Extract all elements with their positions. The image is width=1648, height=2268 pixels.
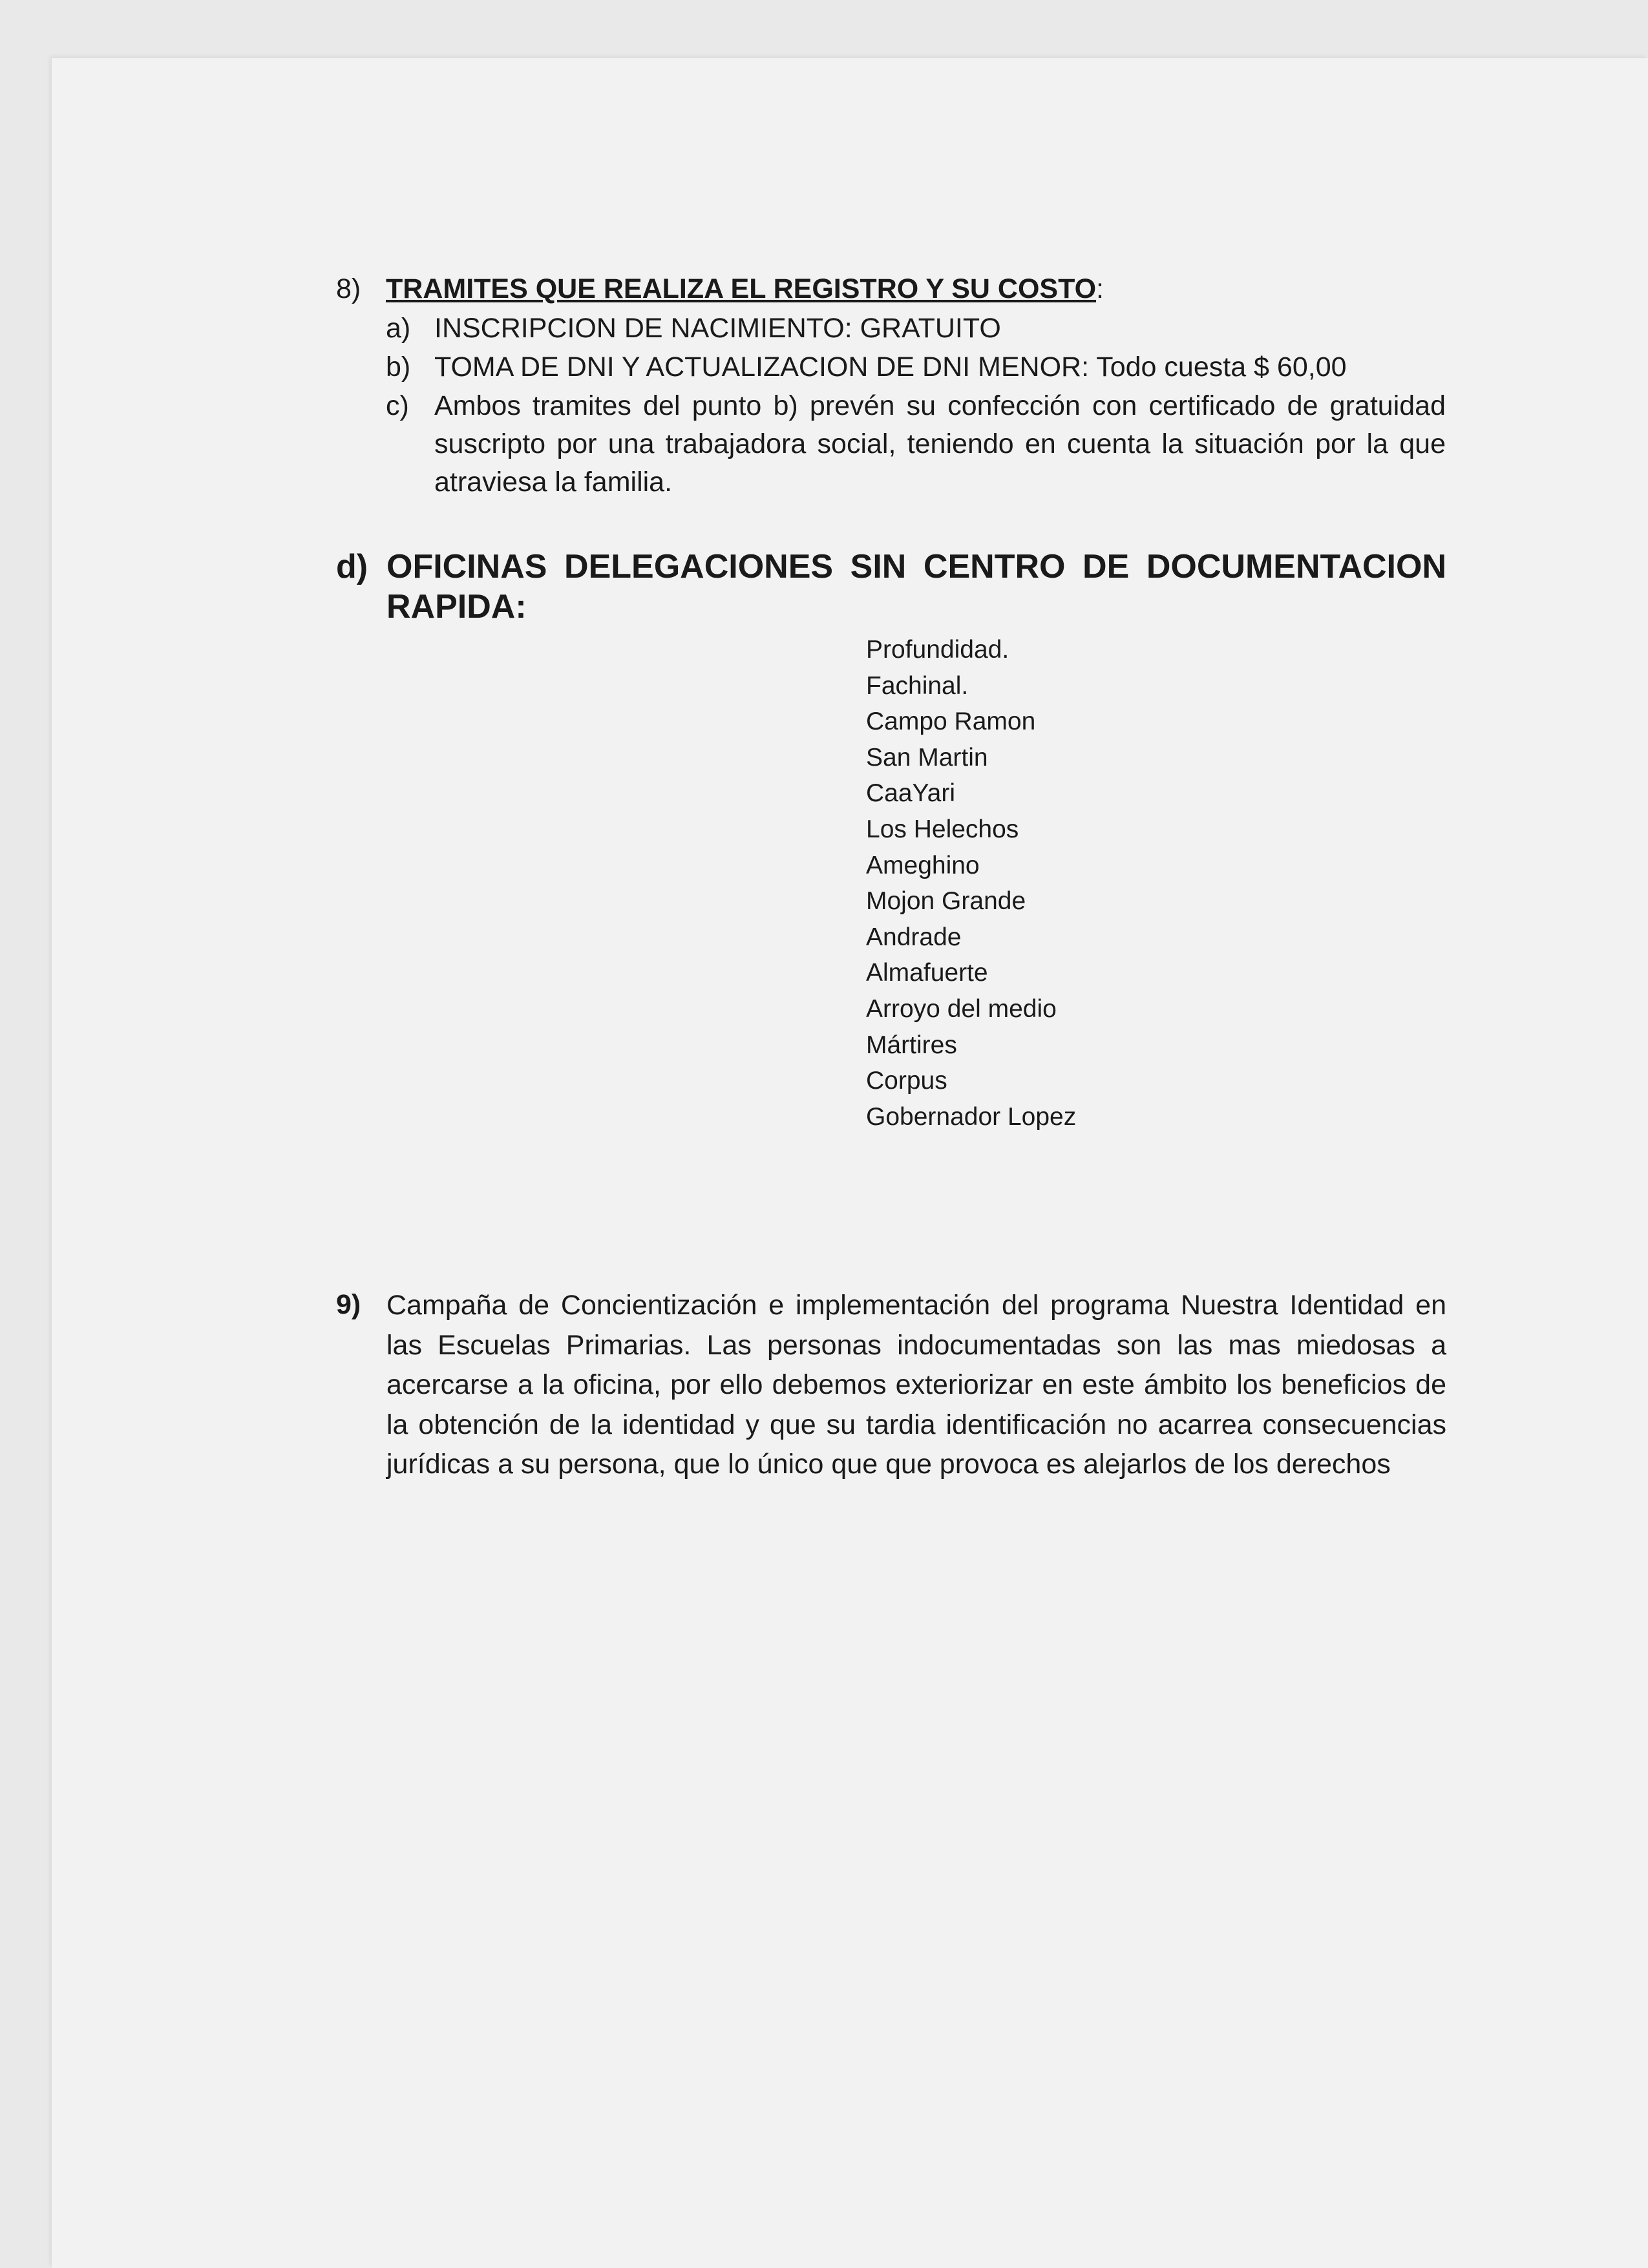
section-9-text: Campaña de Concientización e implementación del programa Nuestra Identidad en las Escuelas Primarias. Las personas indocumentadas son las mas miedosas a acercarse a la oficina, por ello debemos exteriorizar en este ámbito los beneficios de la obtención de la identidad y que su tardia identificación no acarrea consecuencias jurídicas a su persona, que lo único que que provoca es alejarlos de los derechos xyxy=(386,1290,1446,1480)
section-8-title-line xyxy=(386,270,1104,308)
office-item: Profundidad. xyxy=(866,636,1009,664)
section-8-title: TRAMITES QUE REALIZA EL REGISTRO Y SU COSTO xyxy=(386,273,1097,304)
section-8-item-c-label: c) xyxy=(386,390,409,421)
office-item: Gobernador Lopez xyxy=(866,1102,1077,1131)
section-8-number: 8) xyxy=(336,273,361,304)
section-d-title: OFICINAS DELEGACIONES SIN CENTRO DE DOCUMENTACION RAPIDA: xyxy=(386,548,1446,625)
office-item: Ameghino xyxy=(866,851,980,879)
office-item: Los Helechos xyxy=(866,815,1019,843)
office-item: Mojon Grande xyxy=(866,887,1026,916)
office-item: Mártires xyxy=(866,1031,957,1059)
office-item: CaaYari xyxy=(866,779,956,808)
section-9-number: 9) xyxy=(336,1289,361,1320)
office-item: Campo Ramon xyxy=(866,708,1036,736)
section-8-item-a-label: a) xyxy=(386,313,411,344)
section-8-item-b-text: TOMA DE DNI Y ACTUALIZACION DE DNI MENOR: Todo cuesta $ 60,00 xyxy=(434,352,1347,383)
section-8-item-b-label: b) xyxy=(386,352,411,383)
section-8-item-c-text: Ambos tramites del punto b) prevén su confección con certificado de gratuidad suscripto por una trabajadora social, teniendo en cuenta la situación por la que atraviesa la familia. xyxy=(434,390,1446,498)
office-item: Andrade xyxy=(866,923,962,951)
office-item: Corpus xyxy=(866,1067,947,1095)
section-d-label: d) xyxy=(336,548,368,585)
office-item: Arroyo del medio xyxy=(866,994,1057,1023)
section-8-title-colon: : xyxy=(1096,273,1104,304)
offices-list xyxy=(866,632,1076,1135)
section-8-item-a-text: INSCRIPCION DE NACIMIENTO: GRATUITO xyxy=(434,313,1001,344)
office-item: San Martin xyxy=(866,743,988,772)
office-item: Fachinal. xyxy=(866,671,969,700)
office-item: Almafuerte xyxy=(866,959,988,987)
